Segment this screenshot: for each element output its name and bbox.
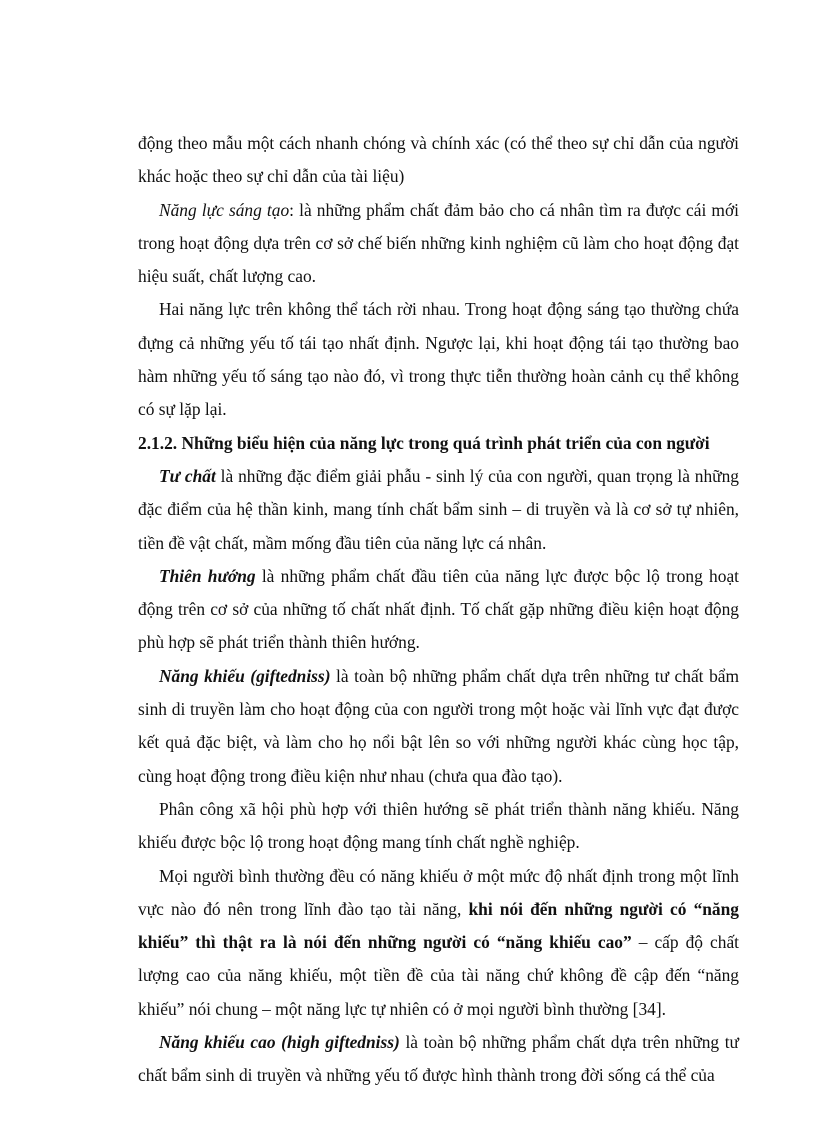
- definition-high-giftedness: là toàn bộ những phẩm chất dựa trên những tư chất bẩm sinh di truyền và những yếu tố được hình thành trong đời sống cá thể của: [138, 1032, 739, 1086]
- paragraph-creative-capacity: [138, 194, 739, 294]
- definition-inclination: là những phẩm chất đầu tiên của năng lực được bộc lộ trong hoạt động trên cơ sở của những tố chất nhất định. Tố chất gặp những điều kiện hoạt động phù hợp sẽ phát triển thành thiên hướng.: [138, 565, 740, 653]
- term-high-giftedness: Năng khiếu cao (high giftedniss): [159, 1032, 400, 1053]
- talent-training-end: – cấp độ chất lượng cao của năng khiếu, một tiền đề của tài năng chứ không đề cập đến “năng khiếu” nói chung – một năng lực tự nhiên có ở mọi người bình thường [34].: [138, 932, 739, 1019]
- paragraph-giftedness: [138, 660, 739, 793]
- term-aptitude: Tư chất: [159, 465, 216, 486]
- paragraph-high-giftedness: [138, 1026, 739, 1093]
- talent-training-start: Mọi người bình thường đều có năng khiếu ở một mức độ nhất định trong một lĩnh vực nào đó nên trong lĩnh đào tạo tài năng,: [138, 865, 739, 919]
- term-creative-capacity: Năng lực sáng tạo: [159, 199, 290, 220]
- paragraph-social-division: Phân công xã hội phù hợp với thiên hướng sẽ phát triển thành năng khiếu. Năng khiếu được bộc lộ trong hoạt động mang tính chất nghề nghiệp.: [138, 798, 739, 853]
- paragraph-talent-training: [138, 860, 739, 1026]
- section-heading: 2.1.2. Những biểu hiện của năng lực trong quá trình phát triển của con người: [138, 432, 710, 453]
- page-content: [138, 127, 739, 1093]
- paragraph-aptitude: [138, 460, 739, 560]
- term-inclination: Thiên hướng: [159, 565, 256, 586]
- definition-creative-capacity: : là những phẩm chất đảm bảo cho cá nhân tìm ra được cái mới trong hoạt động dựa trên cơ sở chế biến những kinh nghiệm cũ làm cho hoạt động đạt hiệu suất, chất lượng cao.: [138, 199, 739, 287]
- paragraph-continuation: động theo mẫu một cách nhanh chóng và chính xác (có thể theo sự chỉ dẫn của người khác hoặc theo sự chỉ dẫn của tài liệu): [138, 133, 739, 187]
- term-giftedness: Năng khiếu (giftedniss): [159, 665, 331, 686]
- definition-giftedness: là toàn bộ những phẩm chất dựa trên những tư chất bẩm sinh di truyền làm cho hoạt động của con người trong một hoặc vài lĩnh vực đạt được kết quả đặc biệt, và làm cho họ nổi bật lên so với những người khác cùng học tập, cùng hoạt động trong điều kiện như nhau (chưa qua đào tạo).: [138, 665, 740, 786]
- definition-aptitude: là những đặc điểm giải phẫu - sinh lý của con người, quan trọng là những đặc điểm của hệ thần kinh, mang tính chất bẩm sinh – di truyền và là cơ sở tự nhiên, tiền đề vật chất, mầm mống đầu tiên của năng lực cá nhân.: [138, 465, 739, 553]
- paragraph-inclination: [138, 560, 739, 660]
- paragraph-two-capacities: Hai năng lực trên không thể tách rời nhau. Trong hoạt động sáng tạo thường chứa đựng cả những yếu tố tái tạo nhất định. Ngược lại, khi hoạt động tái tạo thường bao hàm những yếu tố sáng tạo nào đó, vì trong thực tiễn thường hoàn cảnh cụ thể không có sự lặp lại.: [138, 299, 739, 420]
- talent-training-emphasis: khi nói đến những người có “năng khiếu” thì thật ra là nói đến những người có “năng khiếu cao”: [138, 898, 739, 953]
